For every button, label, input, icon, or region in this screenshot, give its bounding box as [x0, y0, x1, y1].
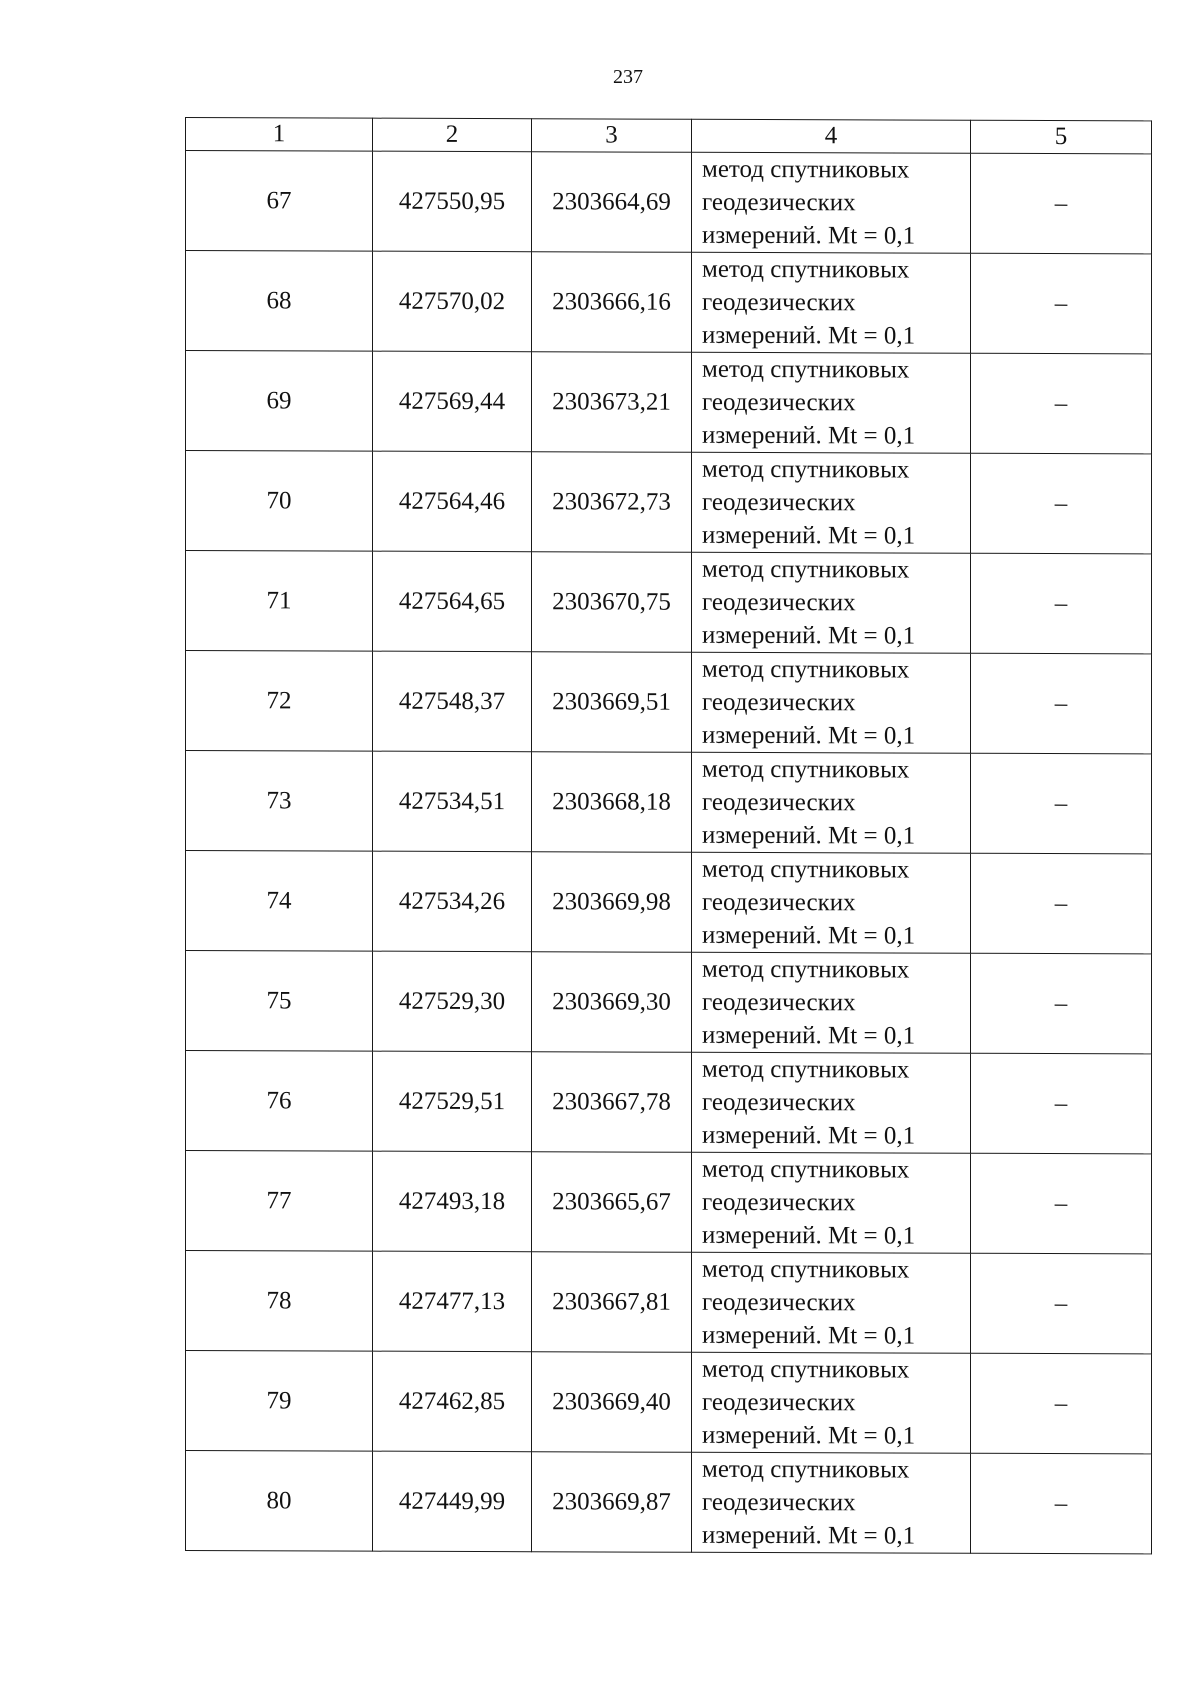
y-coordinate-cell: 2303673,21: [532, 352, 692, 453]
header-row: [186, 118, 1152, 154]
x-coordinate-cell: 427477,13: [373, 1251, 532, 1352]
point-number-cell: 68: [186, 251, 373, 352]
point-number-cell: 67: [186, 151, 373, 252]
table-row: [186, 151, 1152, 254]
note-cell: –: [971, 1453, 1152, 1554]
method-line: геодезических: [702, 888, 856, 917]
table-row: [186, 651, 1152, 754]
y-coordinate-cell: 2303669,51: [532, 652, 692, 753]
point-number-cell: 80: [186, 1451, 373, 1552]
method-line: геодезических: [702, 1088, 856, 1117]
method-line: метод спутниковых: [702, 1055, 910, 1084]
method-cell: [692, 1152, 971, 1253]
method-cell: [692, 252, 971, 353]
method-line: метод спутниковых: [702, 755, 910, 784]
table-row: [186, 451, 1152, 554]
x-coordinate-cell: 427570,02: [373, 251, 532, 352]
method-line: метод спутниковых: [702, 1455, 910, 1484]
method-line: измерений. Mt = 0,1: [702, 321, 916, 350]
y-coordinate-cell: 2303666,16: [532, 252, 692, 353]
table-row: [186, 351, 1152, 454]
method-line: измерений. Mt = 0,1: [702, 1321, 916, 1350]
method-cell: [692, 552, 971, 653]
method-line: измерений. Mt = 0,1: [702, 921, 916, 950]
point-number-cell: 74: [186, 851, 373, 952]
point-number-cell: 77: [186, 1151, 373, 1252]
method-line: измерений. Mt = 0,1: [702, 1521, 916, 1550]
method-line: метод спутниковых: [702, 1255, 910, 1284]
y-coordinate-cell: 2303668,18: [532, 752, 692, 853]
point-number-cell: 75: [186, 951, 373, 1052]
method-line: измерений. Mt = 0,1: [702, 1421, 916, 1450]
table-row: [186, 951, 1152, 1054]
method-cell: [692, 1352, 971, 1453]
point-number-cell: 73: [186, 751, 373, 852]
table-row: [186, 1451, 1152, 1554]
method-line: метод спутниковых: [702, 855, 910, 884]
table-row: [186, 851, 1152, 954]
method-line: геодезических: [702, 788, 856, 817]
method-cell: [692, 352, 971, 453]
point-number-cell: 69: [186, 351, 373, 452]
method-cell: [692, 852, 971, 953]
header-cell: 4: [692, 119, 971, 153]
note-cell: –: [971, 453, 1152, 554]
y-coordinate-cell: 2303667,78: [532, 1052, 692, 1153]
method-line: геодезических: [702, 388, 856, 417]
method-cell: [692, 152, 971, 253]
method-line: геодезических: [702, 588, 856, 617]
note-cell: –: [971, 553, 1152, 654]
method-line: метод спутниковых: [702, 255, 910, 284]
method-line: измерений. Mt = 0,1: [702, 221, 916, 250]
note-cell: –: [971, 1353, 1152, 1454]
y-coordinate-cell: 2303665,67: [532, 1152, 692, 1253]
method-line: метод спутниковых: [702, 555, 910, 584]
method-cell: [692, 652, 971, 753]
method-line: геодезических: [702, 488, 856, 517]
method-line: измерений. Mt = 0,1: [702, 721, 916, 750]
method-cell: [692, 1252, 971, 1353]
method-line: геодезических: [702, 1488, 856, 1517]
note-cell: –: [971, 1153, 1152, 1254]
y-coordinate-cell: 2303670,75: [532, 552, 692, 653]
x-coordinate-cell: 427550,95: [373, 151, 532, 252]
method-line: измерений. Mt = 0,1: [702, 1121, 916, 1150]
table-row: [186, 1351, 1152, 1454]
header-cell: 3: [532, 119, 692, 153]
method-line: метод спутниковых: [702, 1355, 910, 1384]
x-coordinate-cell: 427548,37: [373, 651, 532, 752]
method-line: измерений. Mt = 0,1: [702, 1221, 916, 1250]
method-cell: [692, 1052, 971, 1153]
method-line: измерений. Mt = 0,1: [702, 821, 916, 850]
method-line: измерений. Mt = 0,1: [702, 621, 916, 650]
header-cell: 1: [186, 118, 373, 152]
x-coordinate-cell: 427462,85: [373, 1351, 532, 1452]
x-coordinate-cell: 427569,44: [373, 351, 532, 452]
method-line: геодезических: [702, 288, 856, 317]
method-line: измерений. Mt = 0,1: [702, 1021, 916, 1050]
point-number-cell: 72: [186, 651, 373, 752]
method-cell: [692, 452, 971, 553]
x-coordinate-cell: 427493,18: [373, 1151, 532, 1252]
y-coordinate-cell: 2303669,98: [532, 852, 692, 953]
note-cell: –: [971, 1053, 1152, 1154]
table-row: [186, 1051, 1152, 1154]
point-number-cell: 79: [186, 1351, 373, 1452]
note-cell: –: [971, 653, 1152, 754]
page-number: 237: [613, 66, 643, 88]
table-body: [186, 118, 1152, 1554]
coordinates-table: [185, 117, 1152, 1554]
note-cell: –: [971, 153, 1152, 254]
method-line: измерений. Mt = 0,1: [702, 421, 916, 450]
method-line: геодезических: [702, 688, 856, 717]
method-cell: [692, 952, 971, 1053]
method-line: геодезических: [702, 988, 856, 1017]
x-coordinate-cell: 427564,65: [373, 551, 532, 652]
point-number-cell: 78: [186, 1251, 373, 1352]
method-line: геодезических: [702, 1288, 856, 1317]
method-line: метод спутниковых: [702, 1155, 910, 1184]
table-row: [186, 1251, 1152, 1354]
method-line: метод спутниковых: [702, 155, 910, 184]
x-coordinate-cell: 427449,99: [373, 1451, 532, 1552]
method-line: геодезических: [702, 188, 856, 217]
x-coordinate-cell: 427529,30: [373, 951, 532, 1052]
method-cell: [692, 752, 971, 853]
point-number-cell: 76: [186, 1051, 373, 1152]
header-cell: 5: [971, 120, 1152, 154]
note-cell: –: [971, 1253, 1152, 1354]
method-line: метод спутниковых: [702, 655, 910, 684]
note-cell: –: [971, 353, 1152, 454]
x-coordinate-cell: 427534,26: [373, 851, 532, 952]
method-line: геодезических: [702, 1388, 856, 1417]
point-number-cell: 70: [186, 451, 373, 552]
method-line: геодезических: [702, 1188, 856, 1217]
y-coordinate-cell: 2303672,73: [532, 452, 692, 553]
y-coordinate-cell: 2303669,30: [532, 952, 692, 1053]
table-row: [186, 1151, 1152, 1254]
y-coordinate-cell: 2303669,87: [532, 1452, 692, 1553]
header-cell: 2: [373, 118, 532, 152]
table-row: [186, 751, 1152, 854]
method-line: метод спутниковых: [702, 455, 910, 484]
method-line: измерений. Mt = 0,1: [702, 521, 916, 550]
note-cell: –: [971, 753, 1152, 854]
point-number-cell: 71: [186, 551, 373, 652]
table-row: [186, 251, 1152, 354]
method-line: метод спутниковых: [702, 955, 910, 984]
y-coordinate-cell: 2303664,69: [532, 152, 692, 253]
note-cell: –: [971, 853, 1152, 954]
x-coordinate-cell: 427529,51: [373, 1051, 532, 1152]
method-cell: [692, 1452, 971, 1553]
x-coordinate-cell: 427534,51: [373, 751, 532, 852]
note-cell: –: [971, 253, 1152, 354]
x-coordinate-cell: 427564,46: [373, 451, 532, 552]
note-cell: –: [971, 953, 1152, 1054]
y-coordinate-cell: 2303669,40: [532, 1352, 692, 1453]
y-coordinate-cell: 2303667,81: [532, 1252, 692, 1353]
method-line: метод спутниковых: [702, 355, 910, 384]
table-row: [186, 551, 1152, 654]
